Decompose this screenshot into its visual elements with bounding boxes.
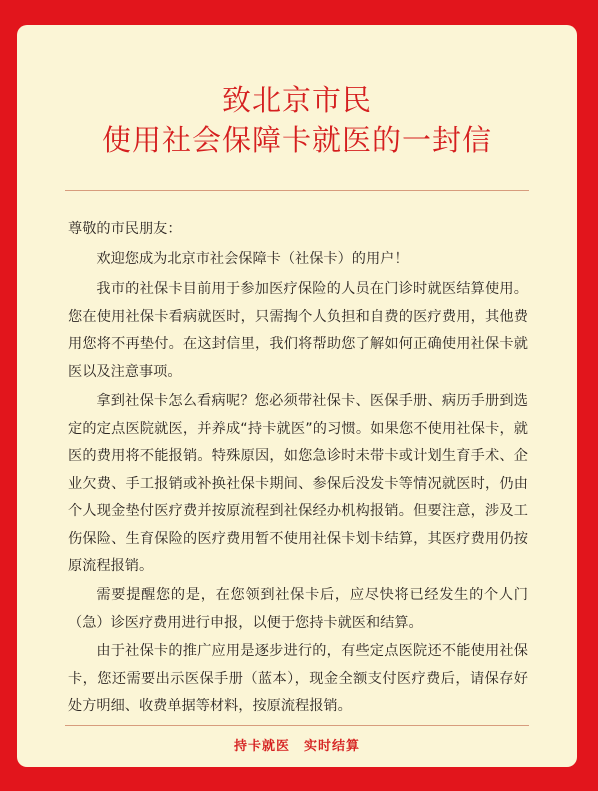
- paragraph-reminder: 需要提醒您的是，在您领到社保卡后，应尽快将已经发生的个人门（急）诊医疗费用进行申报，以便于您持卡就医和结算。: [68, 587, 528, 631]
- top-divider: [65, 190, 529, 191]
- slogan: 持卡就医 实时结算: [233, 739, 360, 754]
- greeting: 尊敬的市民朋友：: [68, 221, 182, 237]
- letter-paper: [17, 25, 577, 767]
- welcome-line: 欢迎您成为北京市社会保障卡（社保卡）的用户！: [96, 251, 409, 267]
- title-line-1: 致北京市民: [221, 83, 372, 117]
- bottom-divider: [65, 725, 529, 726]
- title-line-2: 使用社会保障卡就医的一封信: [101, 123, 492, 157]
- paragraph-how-to: 拿到社保卡怎么看病呢？您必须带社保卡、医保手册、病历手册到选定的定点医院就医，并养成“持卡就医”的习惯。如果您不使用社保卡，就医的费用将不能报销。特殊原因，如您急诊时未带卡或计划生育手术、企业欠费、手工报销或补换社保卡期间、参保后没发卡等情况就医时，仍由个人现金垫付医疗费并按原流程到社保经办机构报销。但要注意，涉及工伤保险、生育保险的医疗费用暂不使用社保卡划卡结算，其医疗费用仍按原流程报销。: [68, 393, 528, 574]
- paragraph-gradual-rollout: 由于社保卡的推广应用是逐步进行的，有些定点医院还不能使用社保卡，您还需要出示医保手册（蓝本），现金全额支付医疗费后，请保存好处方明细、收费单据等材料，按原流程报销。: [68, 643, 528, 714]
- paragraph-usage: 我市的社保卡目前用于参加医疗保险的人员在门诊时就医结算使用。您在使用社保卡看病就医时，只需掏个人负担和自费的医疗费用，其他费用您将不再垫付。在这封信里，我们将帮助您了解如何正确使用社保卡就医以及注意事项。: [68, 281, 528, 380]
